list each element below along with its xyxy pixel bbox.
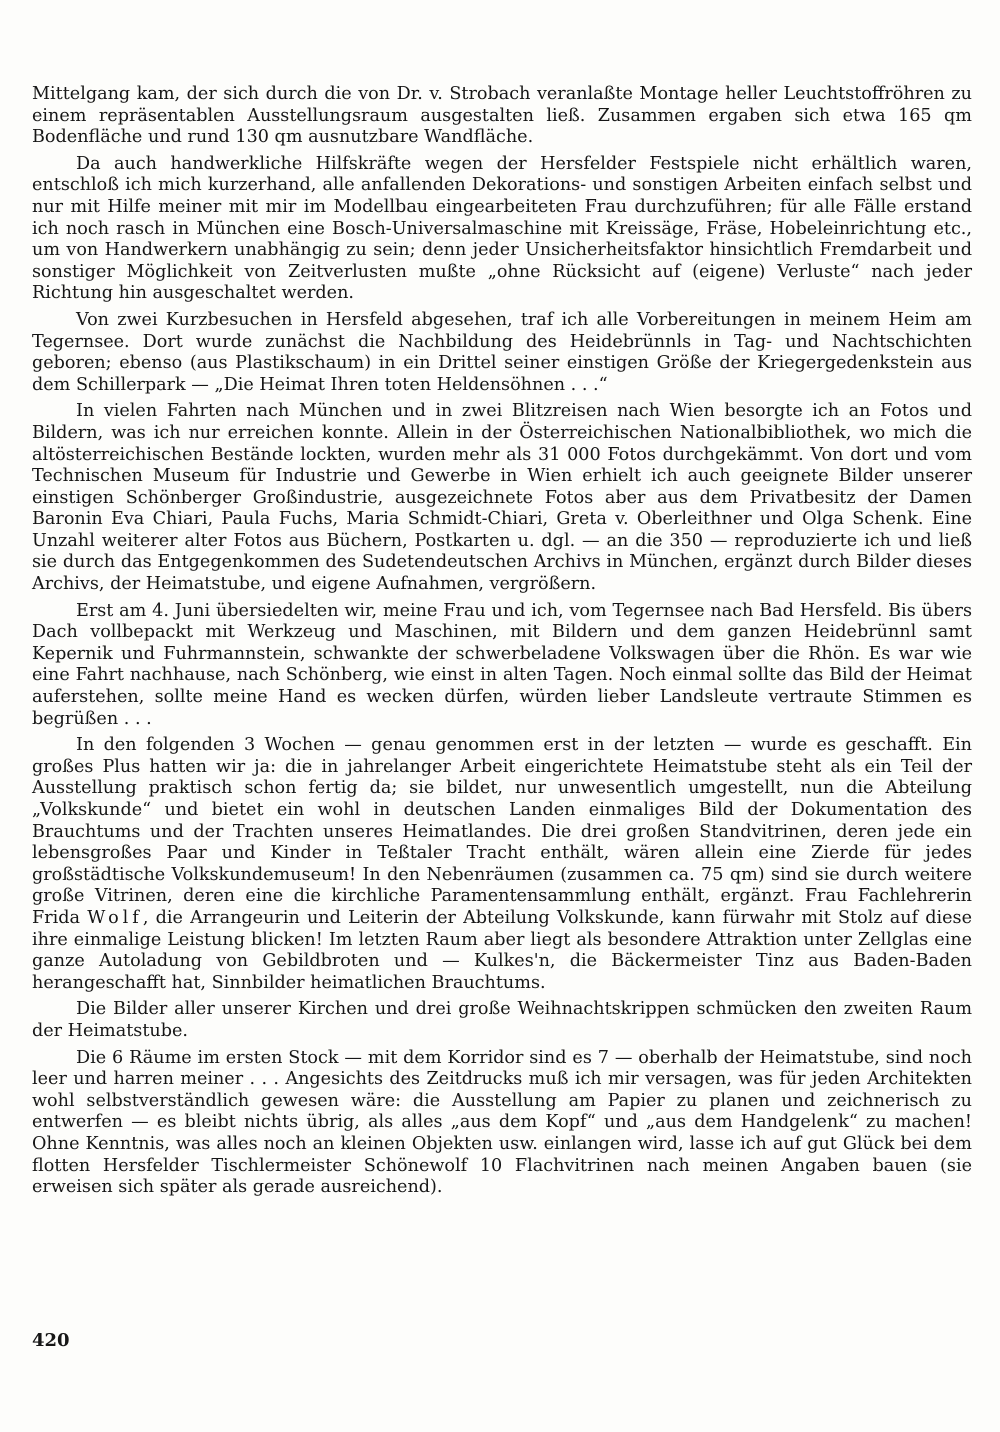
spaced-name: Wolf — [87, 907, 143, 928]
page-number: 420 — [32, 1330, 70, 1351]
paragraph — [32, 735, 972, 994]
paragraph: Die Bilder aller unserer Kirchen und drei große Weihnachtskrippen schmücken den zweiten Raum der Heimatstube. — [32, 999, 972, 1041]
paragraph: Von zwei Kurzbesuchen in Hersfeld abgesehen, traf ich alle Vorbereitungen in meinem Heim am Tegernsee. Dort wurde zunächst die Nachbildung des Heidebrünnls in Tag- und Nachtschichten geboren; ebenso (aus Plastikschaum) in ein Drittel seiner einstigen Größe der Kriegergedenkstein aus dem Schillerpark — „Die Heimat Ihren toten Heldensöhnen . . .“ — [32, 309, 972, 395]
paragraph: Erst am 4. Juni übersiedelten wir, meine Frau und ich, vom Tegernsee nach Bad Hersfeld. Bis übers Dach vollbepackt mit Werkzeug und Maschinen, mit Bildern und dem ganzen Heidebrünnl samt Kepernik und Fuhrmannstein, schwankte der schwerbeladene Volkswagen über die Rhön. Es war wie eine Fahrt nachhause, nach Schönberg, wie einst in alten Tagen. Noch einmal sollte das Bild der Heimat auferstehen, sollte meine Hand es wecken dürfen, würden lieber Landsleute vertraute Stimmen es begrüßen . . . — [32, 600, 972, 729]
body-text — [32, 84, 972, 1204]
paragraph: Da auch handwerkliche Hilfskräfte wegen der Hersfelder Festspiele nicht erhältlich waren, entschloß ich mich kurzerhand, alle anfallenden Dekorations- und sonstigen Arbeiten einfach selbst und nur mit Hilfe meiner mit mir im Modellbau eingearbeiteten Frau durchzuführen; für alle Fälle erstand ich noch rasch in München eine Bosch-Universalmaschine mit Kreissäge, Fräse, Hobeleinrichtung etc., um von Handwerkern unabhängig zu sein; denn jeder Unsicherheitsfaktor hinsichtlich Fremdarbeit und sonstiger Möglichkeit von Zeitverlusten mußte „ohne Rücksicht auf (eigene) Verluste“ nach jeder Richtung hin ausgeschaltet werden. — [32, 153, 972, 304]
paragraph: In vielen Fahrten nach München und in zwei Blitzreisen nach Wien besorgte ich an Fotos und Bildern, was ich nur erreichen konnte. Allein in der Österreichischen Nationalbibliothek, wo mich die altösterreichischen Bestände lockten, wurden mehr als 31 000 Fotos durchgekämmt. Von dort und vom Technischen Museum für Industrie und Gewerbe in Wien erhielt ich auch geeignete Bilder unserer einstigen Schönberger Großindustrie, ausgezeichnete Fotos aber aus dem Privatbesitz der Damen Baronin Eva Chiari, Paula Fuchs, Maria Schmidt-Chiari, Greta v. Oberleithner und Olga Schenk. Eine Unzahl weiterer alter Fotos aus Büchern, Postkarten u. dgl. — an die 350 — reproduzierte ich und ließ sie durch das Entgegenkommen des Sudetendeutschen Archivs in München, ergänzt durch Bilder dieses Archivs, der Heimatstube, und eigene Aufnahmen, vergrößern. — [32, 401, 972, 595]
paragraph: Mittelgang kam, der sich durch die von Dr. v. Strobach veranlaßte Montage heller Leuchtstoffröhren zu einem repräsentablen Ausstellungsraum ausgestalten ließ. Zusammen ergaben sich etwa 165 qm Bodenfläche und rund 130 qm ausnutzbare Wandfläche. — [32, 84, 972, 148]
paragraph-text: , die Arrangeurin und Leiterin der Abteilung Volkskunde, kann fürwahr mit Stolz auf diese ihre einmalige Leistung blicken! Im letzten Raum aber liegt als besondere Attraktion unter Zellglas eine ganze Autoladung von Gebildbroten und — Kulkes'n, die Bäckermeister Tinz aus Baden-Baden herangeschafft hat, Sinnbilder heimatlichen Brauchtums. — [32, 907, 972, 993]
paragraph-text: In den folgenden 3 Wochen — genau genommen erst in der letzten — wurde es geschafft. Ein großes Plus hatten wir ja: die in jahrelanger Arbeit eingerichtete Heimatstube steht als ein Teil der Ausstellung praktisch schon fertig da; sie bildet, nur unwesentlich umgestellt, nun die Abteilung „Volkskunde“ und bietet ein wohl in deutschen Landen einmaliges Bild der Dokumentation des Brauchtums und der Trachten unseres Heimatlandes. Die drei großen Standvitrinen, deren jede ein lebensgroßes Paar und Kinder in Teßtaler Tracht enthält, wären allein eine Zierde für jedes großstädtische Volkskundemuseum! In den Nebenräumen (zusammen ca. 75 qm) sind sie durch weitere große Vitrinen, deren eine die kirchliche Paramentensammlung enthält, ergänzt. Frau Fachlehrerin Frida — [32, 735, 972, 928]
paragraph: Die 6 Räume im ersten Stock — mit dem Korridor sind es 7 — oberhalb der Heimatstube, sind noch leer und harren meiner . . . Angesichts des Zeitdrucks muß ich mir versagen, was für jeden Architekten wohl selbstverständlich gewesen wäre: die Ausstellung am Papier zu planen und zeichnerisch zu entwerfen — es bleibt nichts übrig, als alles „aus dem Kopf“ und „aus dem Handgelenk“ zu machen! Ohne Kenntnis, was alles noch an kleinen Objekten usw. einlangen wird, lasse ich auf gut Glück bei dem flotten Hersfelder Tischlermeister Schönewolf 10 Flachvitrinen nach meinen Angaben bauen (sie erweisen sich später als gerade ausreichend). — [32, 1047, 972, 1198]
